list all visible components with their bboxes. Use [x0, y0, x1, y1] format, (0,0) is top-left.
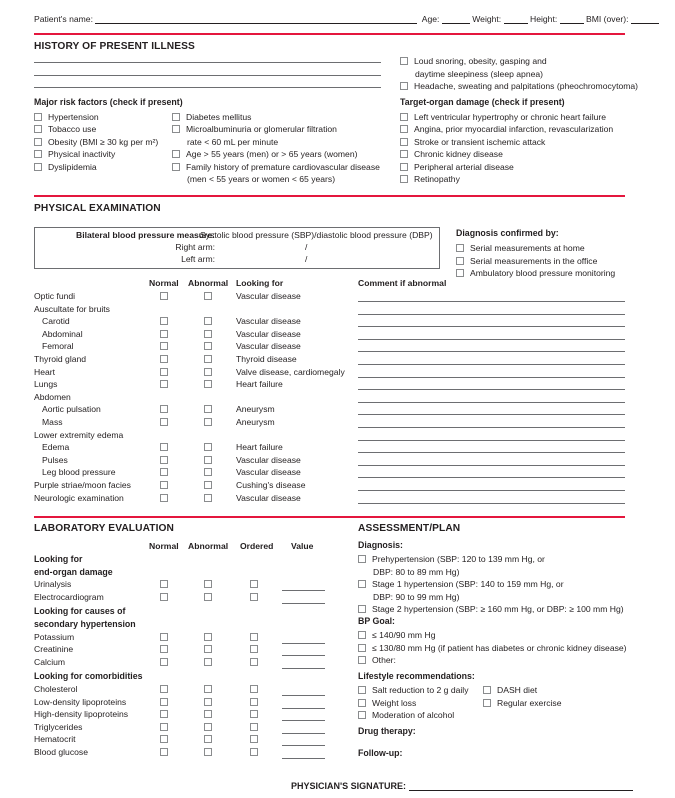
exam-row-label: Edema [42, 442, 70, 453]
patient-name-label: Patient's name: [34, 14, 93, 24]
item-label: Regular exercise [497, 697, 562, 708]
diagnosis-option[interactable] [358, 578, 564, 603]
physician-signature-row [291, 781, 633, 791]
value-field[interactable] [282, 758, 325, 759]
blood-pressure-box [34, 227, 440, 269]
item-label: Hypertension [48, 112, 99, 122]
item-label: Dyslipidemia [48, 161, 97, 172]
target-organ-item[interactable] [400, 111, 606, 124]
risk-factor-item[interactable] [34, 161, 97, 174]
bp-goal-option[interactable] [358, 629, 435, 642]
normal-checkbox[interactable] [160, 685, 168, 693]
history-line[interactable] [34, 75, 381, 76]
value-field[interactable] [282, 590, 325, 591]
checkbox[interactable] [358, 644, 366, 652]
abnormal-checkbox[interactable] [204, 633, 212, 641]
abnormal-checkbox[interactable] [204, 380, 212, 388]
normal-checkbox[interactable] [160, 380, 168, 388]
checkbox[interactable] [34, 138, 42, 146]
comment-line[interactable] [358, 414, 625, 415]
lab-row-label: Calcium [34, 656, 66, 667]
abnormal-checkbox[interactable] [204, 698, 212, 706]
diagnosis-option[interactable] [358, 603, 624, 616]
exam-row-label: Auscultate for bruits [34, 303, 110, 314]
looking-for-text: Valve disease, cardiomegaly [236, 366, 345, 377]
normal-checkbox[interactable] [160, 593, 168, 601]
target-organ-title: Target-organ damage (check if present) [400, 97, 565, 107]
lab-row-label: Blood glucose [34, 747, 88, 757]
lab-row-label: High-density lipoproteins [34, 709, 129, 720]
item-label: Salt reduction to 2 g daily [372, 685, 469, 695]
looking-for-text: Vascular disease [236, 291, 301, 301]
looking-for-text: Vascular disease [236, 492, 301, 503]
checkbox[interactable] [358, 555, 366, 563]
abnormal-checkbox[interactable] [204, 355, 212, 363]
physical-exam-title: PHYSICAL EXAMINATION [34, 203, 161, 214]
normal-checkbox[interactable] [160, 633, 168, 641]
normal-checkbox[interactable] [160, 645, 168, 653]
ordered-checkbox[interactable] [250, 723, 258, 731]
history-line[interactable] [34, 87, 381, 88]
lifestyle-option[interactable] [483, 684, 537, 697]
lab-row-label: Cholesterol [34, 684, 78, 694]
item-label: Weight loss [372, 697, 417, 708]
bp-measure-label: Bilateral blood pressure measure: [76, 230, 215, 240]
normal-checkbox[interactable] [160, 658, 168, 666]
item-label: Chronic kidney disease [414, 149, 503, 160]
history-title: HISTORY OF PRESENT ILLNESS [34, 41, 195, 52]
looking-for-text: Vascular disease [236, 454, 301, 465]
assessment-title: ASSESSMENT/PLAN [358, 523, 461, 534]
bp-description: Systolic blood pressure (SBP)/diastolic blood pressure (DBP) [200, 230, 433, 240]
diagnosis-label: Diagnosis: [358, 540, 403, 550]
section-divider [34, 33, 625, 35]
ordered-checkbox[interactable] [250, 645, 258, 653]
normal-checkbox[interactable] [160, 494, 168, 502]
comment-line[interactable] [358, 477, 625, 478]
comment-line[interactable] [358, 452, 625, 453]
section-divider [34, 195, 625, 197]
looking-for-text: Vascular disease [236, 341, 301, 352]
checkbox[interactable] [483, 699, 491, 707]
signature-field[interactable] [409, 782, 633, 791]
lab-group-label: Looking for comorbidities [34, 671, 143, 682]
checkbox[interactable] [358, 699, 366, 707]
item-label: Tobacco use [48, 124, 97, 135]
abnormal-checkbox[interactable] [204, 405, 212, 413]
looking-for-text: Cushing's disease [236, 480, 306, 490]
drug-therapy-label[interactable]: Drug therapy: [358, 726, 416, 736]
value-field[interactable] [282, 643, 325, 644]
comment-line[interactable] [358, 465, 625, 466]
lab-group-label: secondary hypertension [34, 619, 136, 629]
abnormal-checkbox[interactable] [204, 723, 212, 731]
risk-factor-item[interactable] [172, 123, 337, 148]
lab-group-label: end-organ damage [34, 566, 113, 577]
normal-checkbox[interactable] [160, 698, 168, 706]
exam-row-label: Purple striae/moon facies [34, 480, 131, 490]
lab-row-label: Creatinine [34, 644, 74, 655]
signature-label: PHYSICIAN'S SIGNATURE: [291, 781, 406, 791]
item-label-cont: daytime sleepiness (sleep apnea) [415, 68, 544, 79]
normal-checkbox[interactable] [160, 468, 168, 476]
value-field[interactable] [282, 733, 325, 734]
abnormal-checkbox[interactable] [204, 418, 212, 426]
exam-row-label: Pulses [42, 454, 68, 465]
comment-line[interactable] [358, 377, 625, 378]
normal-checkbox[interactable] [160, 292, 168, 300]
ordered-checkbox[interactable] [250, 685, 258, 693]
lab-group-label: Looking for causes of [34, 606, 126, 617]
exam-row-label: Neurologic examination [34, 492, 124, 503]
symptom-item[interactable] [400, 55, 547, 80]
checkbox[interactable] [400, 113, 408, 121]
item-label-cont: DBP: 90 to 99 mm Hg) [373, 591, 460, 602]
checkbox[interactable] [483, 686, 491, 694]
checkbox[interactable] [400, 57, 408, 65]
diagnosis-confirmed-item[interactable] [456, 267, 615, 280]
diagnosis-confirmed-title: Diagnosis confirmed by: [456, 228, 559, 238]
target-organ-item[interactable] [400, 123, 613, 136]
normal-checkbox[interactable] [160, 317, 168, 325]
weight-field[interactable] [504, 15, 528, 24]
comment-line[interactable] [358, 314, 625, 315]
checkbox[interactable] [34, 125, 42, 133]
col-comment-header: Comment if abnormal [358, 278, 447, 288]
abnormal-checkbox[interactable] [204, 456, 212, 464]
comment-line[interactable] [358, 301, 625, 302]
comment-line[interactable] [358, 440, 625, 441]
symptom-item[interactable] [400, 80, 638, 93]
item-label: Physical inactivity [48, 149, 116, 160]
left-arm-label: Left arm: [181, 254, 215, 264]
value-field[interactable] [282, 745, 325, 746]
abnormal-checkbox[interactable] [204, 342, 212, 350]
col-looking-header: Looking for [236, 278, 284, 288]
item-label: Retinopathy [414, 174, 460, 184]
normal-checkbox[interactable] [160, 443, 168, 451]
abnormal-checkbox[interactable] [204, 685, 212, 693]
age-label: Age: [421, 14, 440, 24]
checkbox[interactable] [358, 605, 366, 613]
item-label: ≤ 140/90 mm Hg [372, 630, 436, 640]
lab-eval-title: LABORATORY EVALUATION [34, 523, 175, 534]
checkbox[interactable] [400, 82, 408, 90]
checkbox[interactable] [400, 163, 408, 171]
value-field[interactable] [282, 668, 325, 669]
exam-row-label: Leg blood pressure [42, 467, 116, 478]
checkbox[interactable] [34, 113, 42, 121]
normal-checkbox[interactable] [160, 405, 168, 413]
exam-row-label: Lungs [34, 379, 58, 390]
item-label: Loud snoring, obesity, gasping and [414, 56, 547, 66]
item-label-cont: rate < 60 mL per minute [187, 136, 279, 147]
looking-for-text: Heart failure [236, 442, 283, 453]
checkbox[interactable] [456, 269, 464, 277]
comment-line[interactable] [358, 326, 625, 327]
item-label: Family history of premature cardiovascular disease [186, 161, 380, 172]
col-abnormal-header: Abnormal [188, 278, 229, 288]
abnormal-checkbox[interactable] [204, 368, 212, 376]
abnormal-checkbox[interactable] [204, 443, 212, 451]
normal-checkbox[interactable] [160, 355, 168, 363]
lab-col-normal: Normal [149, 541, 179, 551]
abnormal-checkbox[interactable] [204, 645, 212, 653]
abnormal-checkbox[interactable] [204, 292, 212, 300]
lab-row-label: Low-density lipoproteins [34, 696, 127, 707]
comment-line[interactable] [358, 503, 625, 504]
ordered-checkbox[interactable] [250, 658, 258, 666]
item-label: Ambulatory blood pressure monitoring [470, 268, 616, 279]
comment-line[interactable] [358, 389, 625, 390]
exam-row-label: Aortic pulsation [42, 404, 101, 415]
item-label: Obesity (BMI ≥ 30 kg per m²) [48, 136, 159, 147]
right-arm-label: Right arm: [175, 242, 215, 252]
looking-for-text: Aneurysm [236, 404, 275, 415]
lab-row-label: Triglycerides [34, 721, 83, 732]
exam-row-label: Carotid [42, 316, 70, 327]
target-organ-item[interactable] [400, 136, 545, 149]
checkbox[interactable] [400, 125, 408, 133]
checkbox[interactable] [172, 113, 180, 121]
checkbox[interactable] [172, 163, 180, 171]
height-label: Height: [529, 14, 558, 24]
target-organ-item[interactable] [400, 148, 503, 161]
ordered-checkbox[interactable] [250, 593, 258, 601]
right-arm-value[interactable]: / [305, 242, 308, 252]
bmi-label: BMI (over): [586, 14, 629, 24]
value-field[interactable] [282, 603, 325, 604]
checkbox[interactable] [172, 125, 180, 133]
item-label: Peripheral arterial disease [414, 161, 514, 172]
comment-line[interactable] [358, 364, 625, 365]
lifestyle-option[interactable] [483, 697, 561, 710]
abnormal-checkbox[interactable] [204, 710, 212, 718]
item-label: Prehypertension (SBP: 120 to 139 mm Hg, or [372, 554, 545, 564]
diagnosis-confirmed-item[interactable] [456, 255, 597, 268]
item-label: Age > 55 years (men) or > 65 years (women) [186, 149, 358, 160]
risk-factors-title: Major risk factors (check if present) [34, 97, 183, 107]
value-field[interactable] [282, 695, 325, 696]
item-label: Angina, prior myocardial infarction, revascularization [414, 124, 614, 135]
normal-checkbox[interactable] [160, 418, 168, 426]
item-label-cont: DBP: 80 to 89 mm Hg) [373, 566, 460, 577]
comment-line[interactable] [358, 402, 625, 403]
item-label-cont: (men < 55 years or women < 65 years) [187, 174, 336, 185]
target-organ-item[interactable] [400, 161, 514, 174]
normal-checkbox[interactable] [160, 748, 168, 756]
risk-factor-item[interactable] [34, 123, 96, 136]
lab-row-label: Hematocrit [34, 734, 76, 745]
abnormal-checkbox[interactable] [204, 580, 212, 588]
looking-for-text: Heart failure [236, 379, 283, 390]
risk-factor-item[interactable] [172, 111, 251, 124]
normal-checkbox[interactable] [160, 481, 168, 489]
lab-col-value: Value [291, 541, 314, 551]
checkbox[interactable] [34, 150, 42, 158]
looking-for-text: Vascular disease [236, 467, 301, 478]
abnormal-checkbox[interactable] [204, 317, 212, 325]
ordered-checkbox[interactable] [250, 633, 258, 641]
risk-factor-item[interactable] [34, 136, 158, 149]
item-label: ≤ 130/80 mm Hg (if patient has diabetes or chronic kidney disease) [372, 642, 627, 653]
patient-name-field[interactable] [95, 15, 417, 24]
exam-row-label: Femoral [42, 341, 74, 352]
ordered-checkbox[interactable] [250, 710, 258, 718]
lifestyle-option[interactable] [358, 709, 454, 722]
bp-goal-option[interactable] [358, 654, 396, 667]
checkbox[interactable] [34, 163, 42, 171]
checkbox[interactable] [456, 257, 464, 265]
checkbox[interactable] [172, 150, 180, 158]
abnormal-checkbox[interactable] [204, 468, 212, 476]
weight-label: Weight: [472, 14, 502, 24]
checkbox[interactable] [358, 580, 366, 588]
exam-row-label: Abdomen [34, 391, 71, 402]
col-normal-header: Normal [149, 278, 179, 288]
comment-line[interactable] [358, 351, 625, 352]
looking-for-text: Thyroid disease [236, 354, 297, 364]
value-field[interactable] [282, 708, 325, 709]
lab-row-label: Potassium [34, 631, 75, 642]
lifestyle-option[interactable] [358, 684, 469, 697]
comment-line[interactable] [358, 490, 625, 491]
checkbox[interactable] [358, 656, 366, 664]
left-arm-value[interactable]: / [305, 254, 308, 264]
looking-for-text: Vascular disease [236, 328, 301, 339]
ordered-checkbox[interactable] [250, 580, 258, 588]
comment-line[interactable] [358, 427, 625, 428]
lab-col-abnormal: Abnormal [188, 541, 229, 551]
item-label: Diabetes mellitus [186, 112, 252, 122]
item-label: Other: [372, 655, 396, 666]
risk-factor-item[interactable] [34, 148, 115, 161]
lab-col-ordered: Ordered [240, 541, 274, 551]
abnormal-checkbox[interactable] [204, 494, 212, 502]
normal-checkbox[interactable] [160, 368, 168, 376]
normal-checkbox[interactable] [160, 456, 168, 464]
checkbox[interactable] [358, 711, 366, 719]
normal-checkbox[interactable] [160, 580, 168, 588]
follow-up-label[interactable]: Follow-up: [358, 748, 403, 758]
risk-factor-item[interactable] [172, 148, 357, 161]
item-label: Left ventricular hypertrophy or chronic heart failure [414, 112, 607, 122]
history-line[interactable] [34, 62, 381, 63]
exam-row-label: Abdominal [42, 328, 83, 339]
ordered-checkbox[interactable] [250, 735, 258, 743]
bmi-field[interactable] [631, 15, 659, 24]
normal-checkbox[interactable] [160, 330, 168, 338]
normal-checkbox[interactable] [160, 723, 168, 731]
item-label: DASH diet [497, 685, 538, 695]
item-label: Stroke or transient ischemic attack [414, 136, 546, 147]
looking-for-text: Aneurysm [236, 417, 275, 427]
lab-group-label: Looking for [34, 554, 83, 564]
age-field[interactable] [442, 15, 470, 24]
patient-info-row [34, 14, 659, 24]
risk-factor-item[interactable] [34, 111, 99, 124]
item-label: Stage 1 hypertension (SBP: 140 to 159 mm Hg, or [372, 579, 564, 590]
abnormal-checkbox[interactable] [204, 735, 212, 743]
normal-checkbox[interactable] [160, 342, 168, 350]
bp-goal-label: BP Goal: [358, 616, 395, 626]
diagnosis-option[interactable] [358, 553, 545, 578]
abnormal-checkbox[interactable] [204, 593, 212, 601]
value-field[interactable] [282, 720, 325, 721]
section-divider [34, 516, 625, 518]
checkbox[interactable] [400, 175, 408, 183]
value-field[interactable] [282, 655, 325, 656]
diagnosis-confirmed-item[interactable] [456, 242, 585, 255]
target-organ-item[interactable] [400, 173, 460, 186]
looking-for-text: Vascular disease [236, 316, 301, 327]
checkbox[interactable] [400, 138, 408, 146]
comment-line[interactable] [358, 339, 625, 340]
checkbox[interactable] [456, 244, 464, 252]
exam-row-label: Heart [34, 366, 56, 377]
lifestyle-option[interactable] [358, 697, 416, 710]
lifestyle-label: Lifestyle recommendations: [358, 671, 475, 681]
ordered-checkbox[interactable] [250, 698, 258, 706]
item-label: Moderation of alcohol [372, 710, 455, 721]
lab-row-label: Electrocardiogram [34, 591, 104, 602]
abnormal-checkbox[interactable] [204, 658, 212, 666]
abnormal-checkbox[interactable] [204, 481, 212, 489]
item-label: Headache, sweating and palpitations (pheochromocytoma) [414, 81, 639, 91]
exam-row-label: Mass [42, 417, 63, 427]
checkbox[interactable] [358, 631, 366, 639]
risk-factor-item[interactable] [172, 161, 380, 186]
exam-row-label: Thyroid gland [34, 354, 87, 364]
bp-goal-option[interactable] [358, 642, 627, 655]
normal-checkbox[interactable] [160, 735, 168, 743]
checkbox[interactable] [358, 686, 366, 694]
exam-row-label: Lower extremity edema [34, 429, 124, 440]
item-label: Stage 2 hypertension (SBP: ≥ 160 mm Hg, or DBP: ≥ 100 mm Hg) [372, 604, 624, 615]
abnormal-checkbox[interactable] [204, 748, 212, 756]
abnormal-checkbox[interactable] [204, 330, 212, 338]
ordered-checkbox[interactable] [250, 748, 258, 756]
item-label: Serial measurements at home [470, 243, 585, 253]
lab-row-label: Urinalysis [34, 579, 72, 590]
checkbox[interactable] [400, 150, 408, 158]
exam-row-label: Optic fundi [34, 291, 76, 301]
item-label: Serial measurements in the office [470, 255, 598, 266]
item-label: Microalbuminuria or glomerular filtration [186, 124, 337, 135]
height-field[interactable] [560, 15, 584, 24]
normal-checkbox[interactable] [160, 710, 168, 718]
